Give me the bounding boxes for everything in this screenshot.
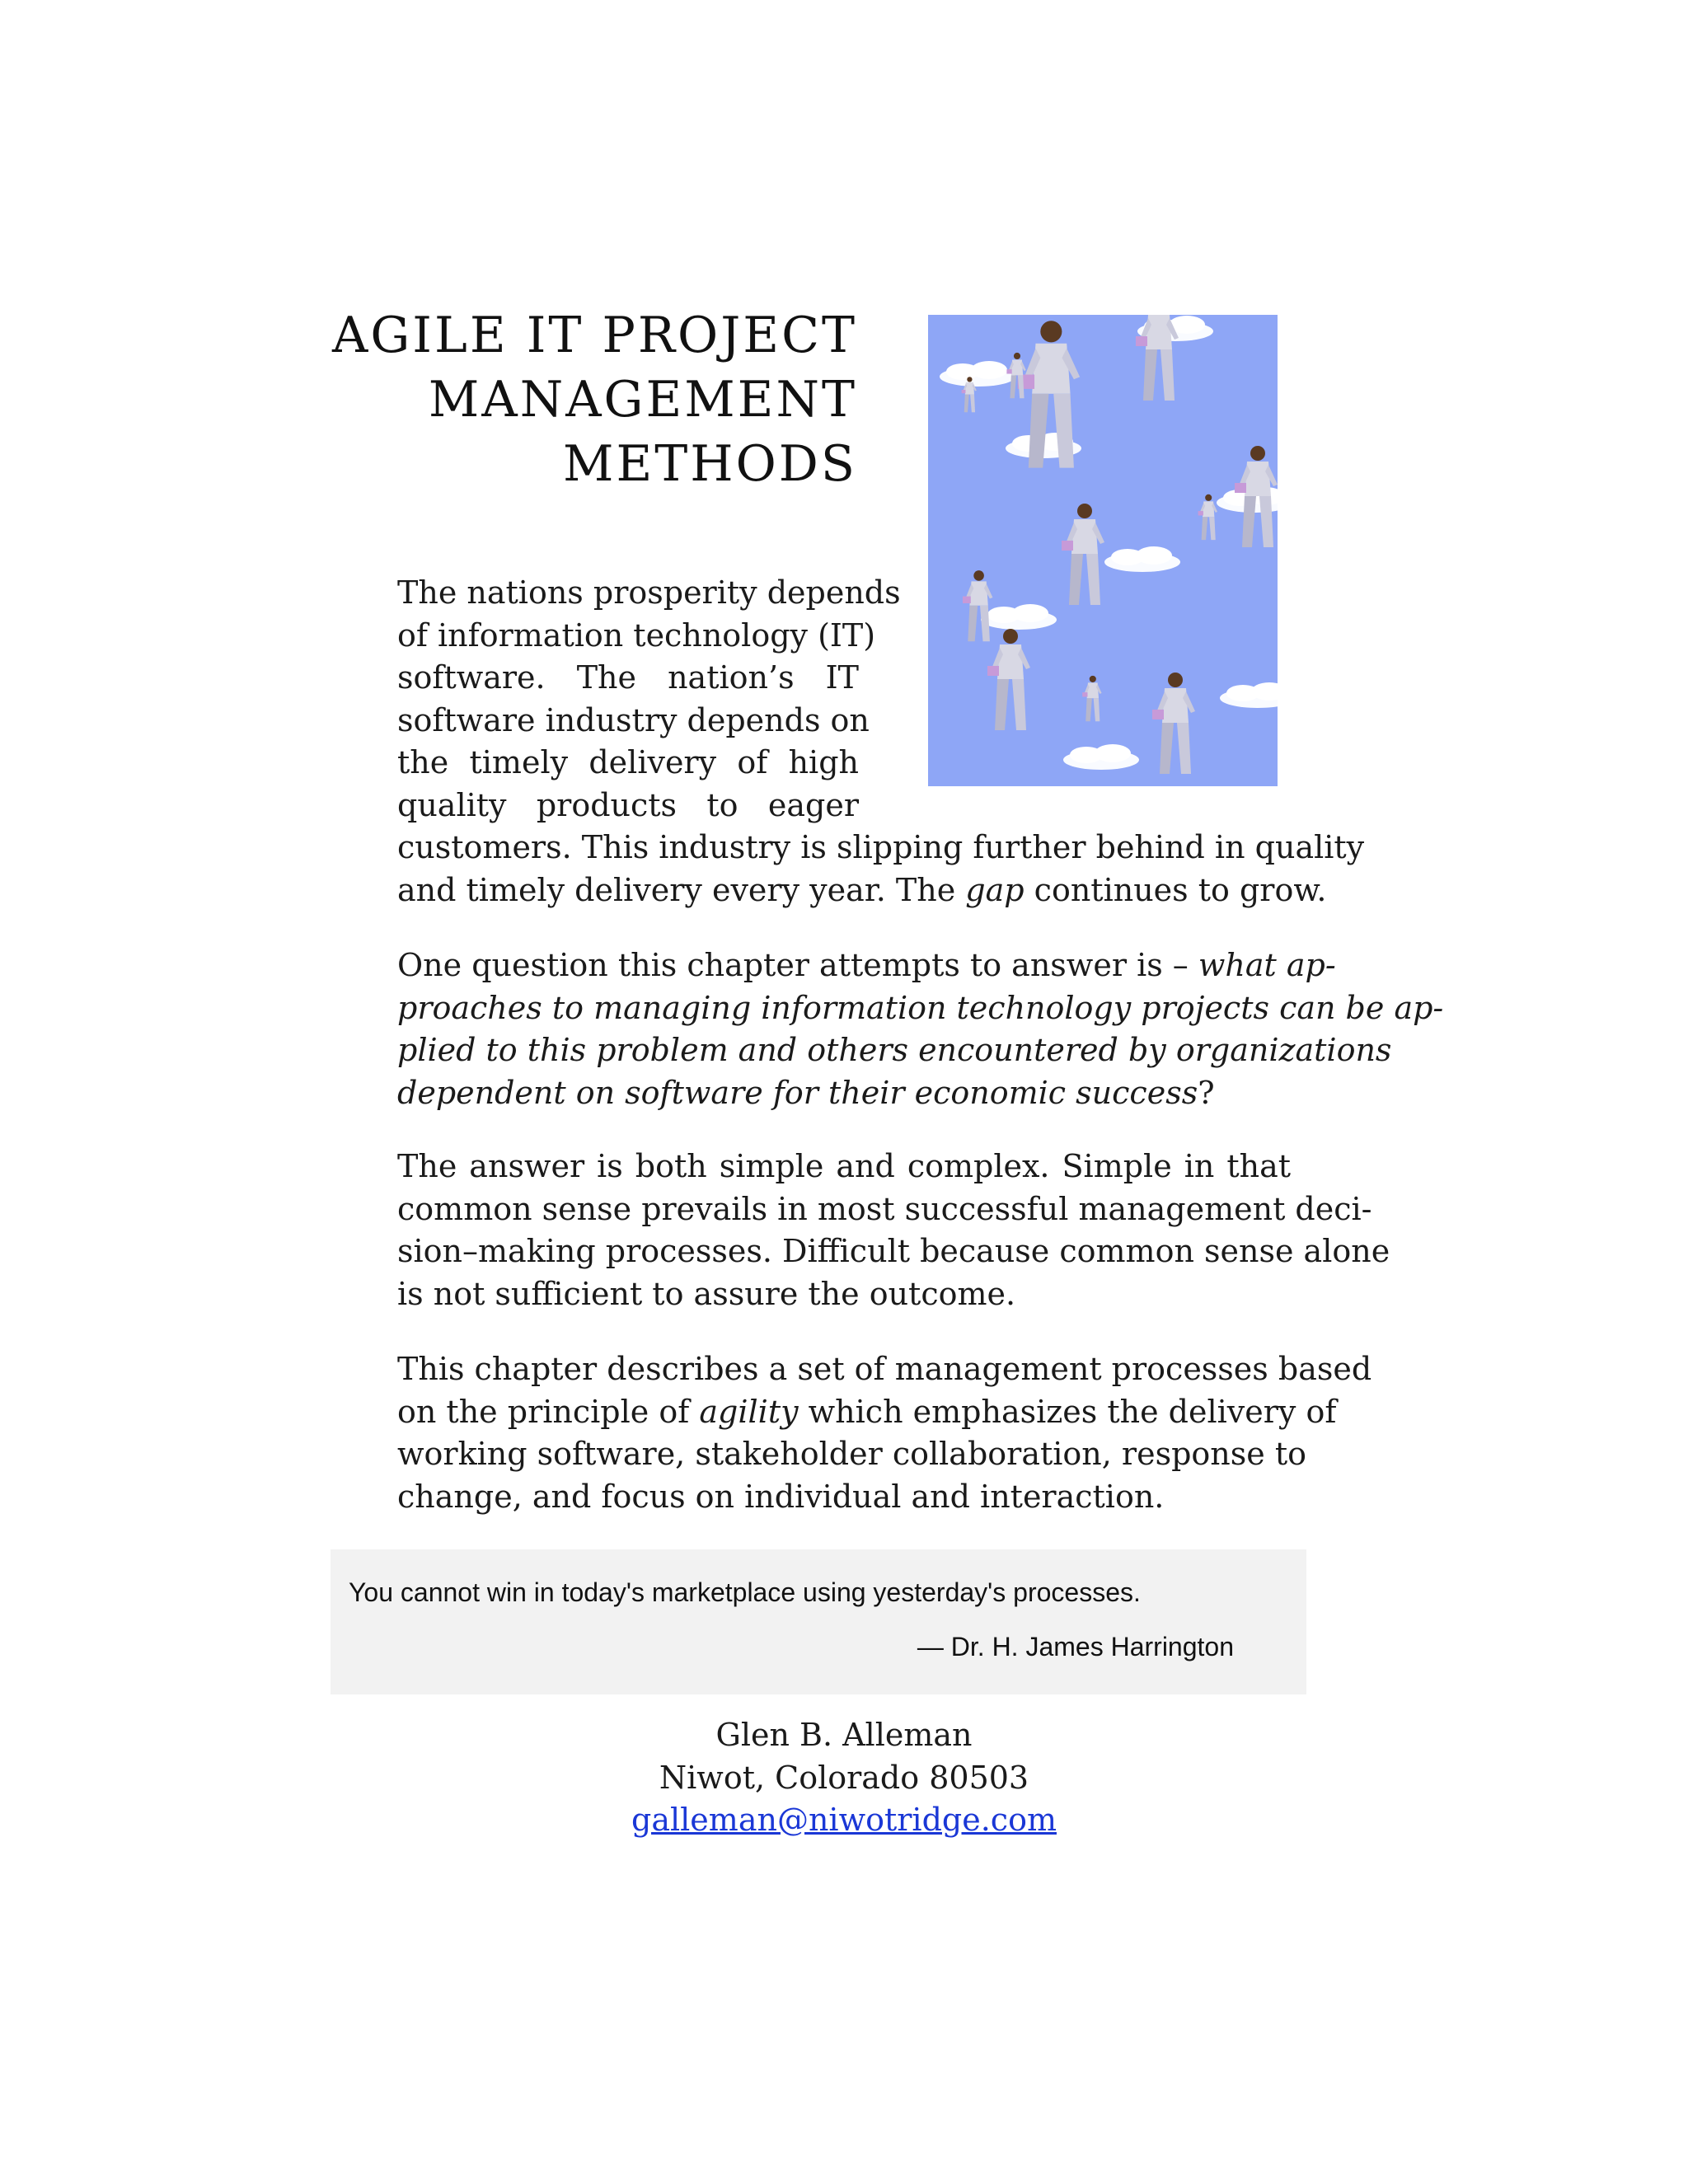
text-line: software industry depends on <box>397 701 870 738</box>
text-line: common sense prevails in most successful management deci- <box>397 1190 1372 1227</box>
quote-attribution: — Dr. H. James Harrington <box>917 1632 1234 1661</box>
text-line: dependent on software for their economic success? <box>397 1074 1215 1111</box>
text-line: on the principle of agility which emphasizes the delivery of <box>397 1393 1337 1430</box>
emphasis-gap: gap <box>965 871 1025 908</box>
author-email-link[interactable]: galleman@niwotridge.com <box>631 1802 1057 1838</box>
title-line: MANAGEMENT <box>428 371 857 429</box>
text-line: working software, stakeholder collaboration, response to <box>397 1436 1306 1472</box>
document-title <box>330 303 857 496</box>
text-line: change, and focus on individual and interaction. <box>397 1478 1165 1515</box>
author-name: Glen B. Alleman <box>715 1717 973 1753</box>
text-line: One question this chapter attempts to answer is – what ap- <box>397 947 1336 983</box>
paragraph-3 <box>397 1146 1390 1315</box>
paragraph-2 <box>397 944 1444 1114</box>
businessmen-on-clouds-illustration <box>928 315 1278 786</box>
text-line: quality products to eager <box>397 786 859 823</box>
quote-box <box>331 1549 1306 1694</box>
text-line: The answer is both simple and complex. Simple in that <box>397 1148 1291 1184</box>
text-line: the timely delivery of high <box>397 744 859 780</box>
text-line: customers. This industry is slipping further behind in quality <box>397 829 1365 865</box>
quote-text: You cannot win in today's marketplace using yesterday's processes. <box>349 1577 1141 1607</box>
text-line: sion–making processes. Difficult because common sense alone <box>397 1233 1390 1269</box>
text-line: The nations prosperity depends <box>397 574 901 611</box>
text-line: plied to this problem and others encountered by organizations <box>397 1032 1392 1068</box>
text-line: This chapter describes a set of management processes based <box>397 1351 1372 1387</box>
text-line: is not sufficient to assure the outcome. <box>397 1275 1016 1312</box>
title-line: METHODS <box>563 435 857 493</box>
author-location: Niwot, Colorado 80503 <box>659 1759 1029 1796</box>
text-line: proaches to managing information technology projects can be ap- <box>397 989 1444 1026</box>
text-line: software. The nation’s IT <box>397 659 859 696</box>
emphasis-agility: agility <box>699 1393 799 1430</box>
paragraph-1-intro <box>397 572 901 827</box>
paragraph-4 <box>397 1348 1372 1518</box>
text-line: and timely delivery every year. The gap continues to grow. <box>397 871 1327 908</box>
text-line: of information technology (IT) <box>397 616 876 654</box>
paragraph-1-continued <box>397 827 1365 912</box>
title-line: AGILE IT PROJECT <box>332 307 857 364</box>
author-block <box>514 1714 1174 1842</box>
